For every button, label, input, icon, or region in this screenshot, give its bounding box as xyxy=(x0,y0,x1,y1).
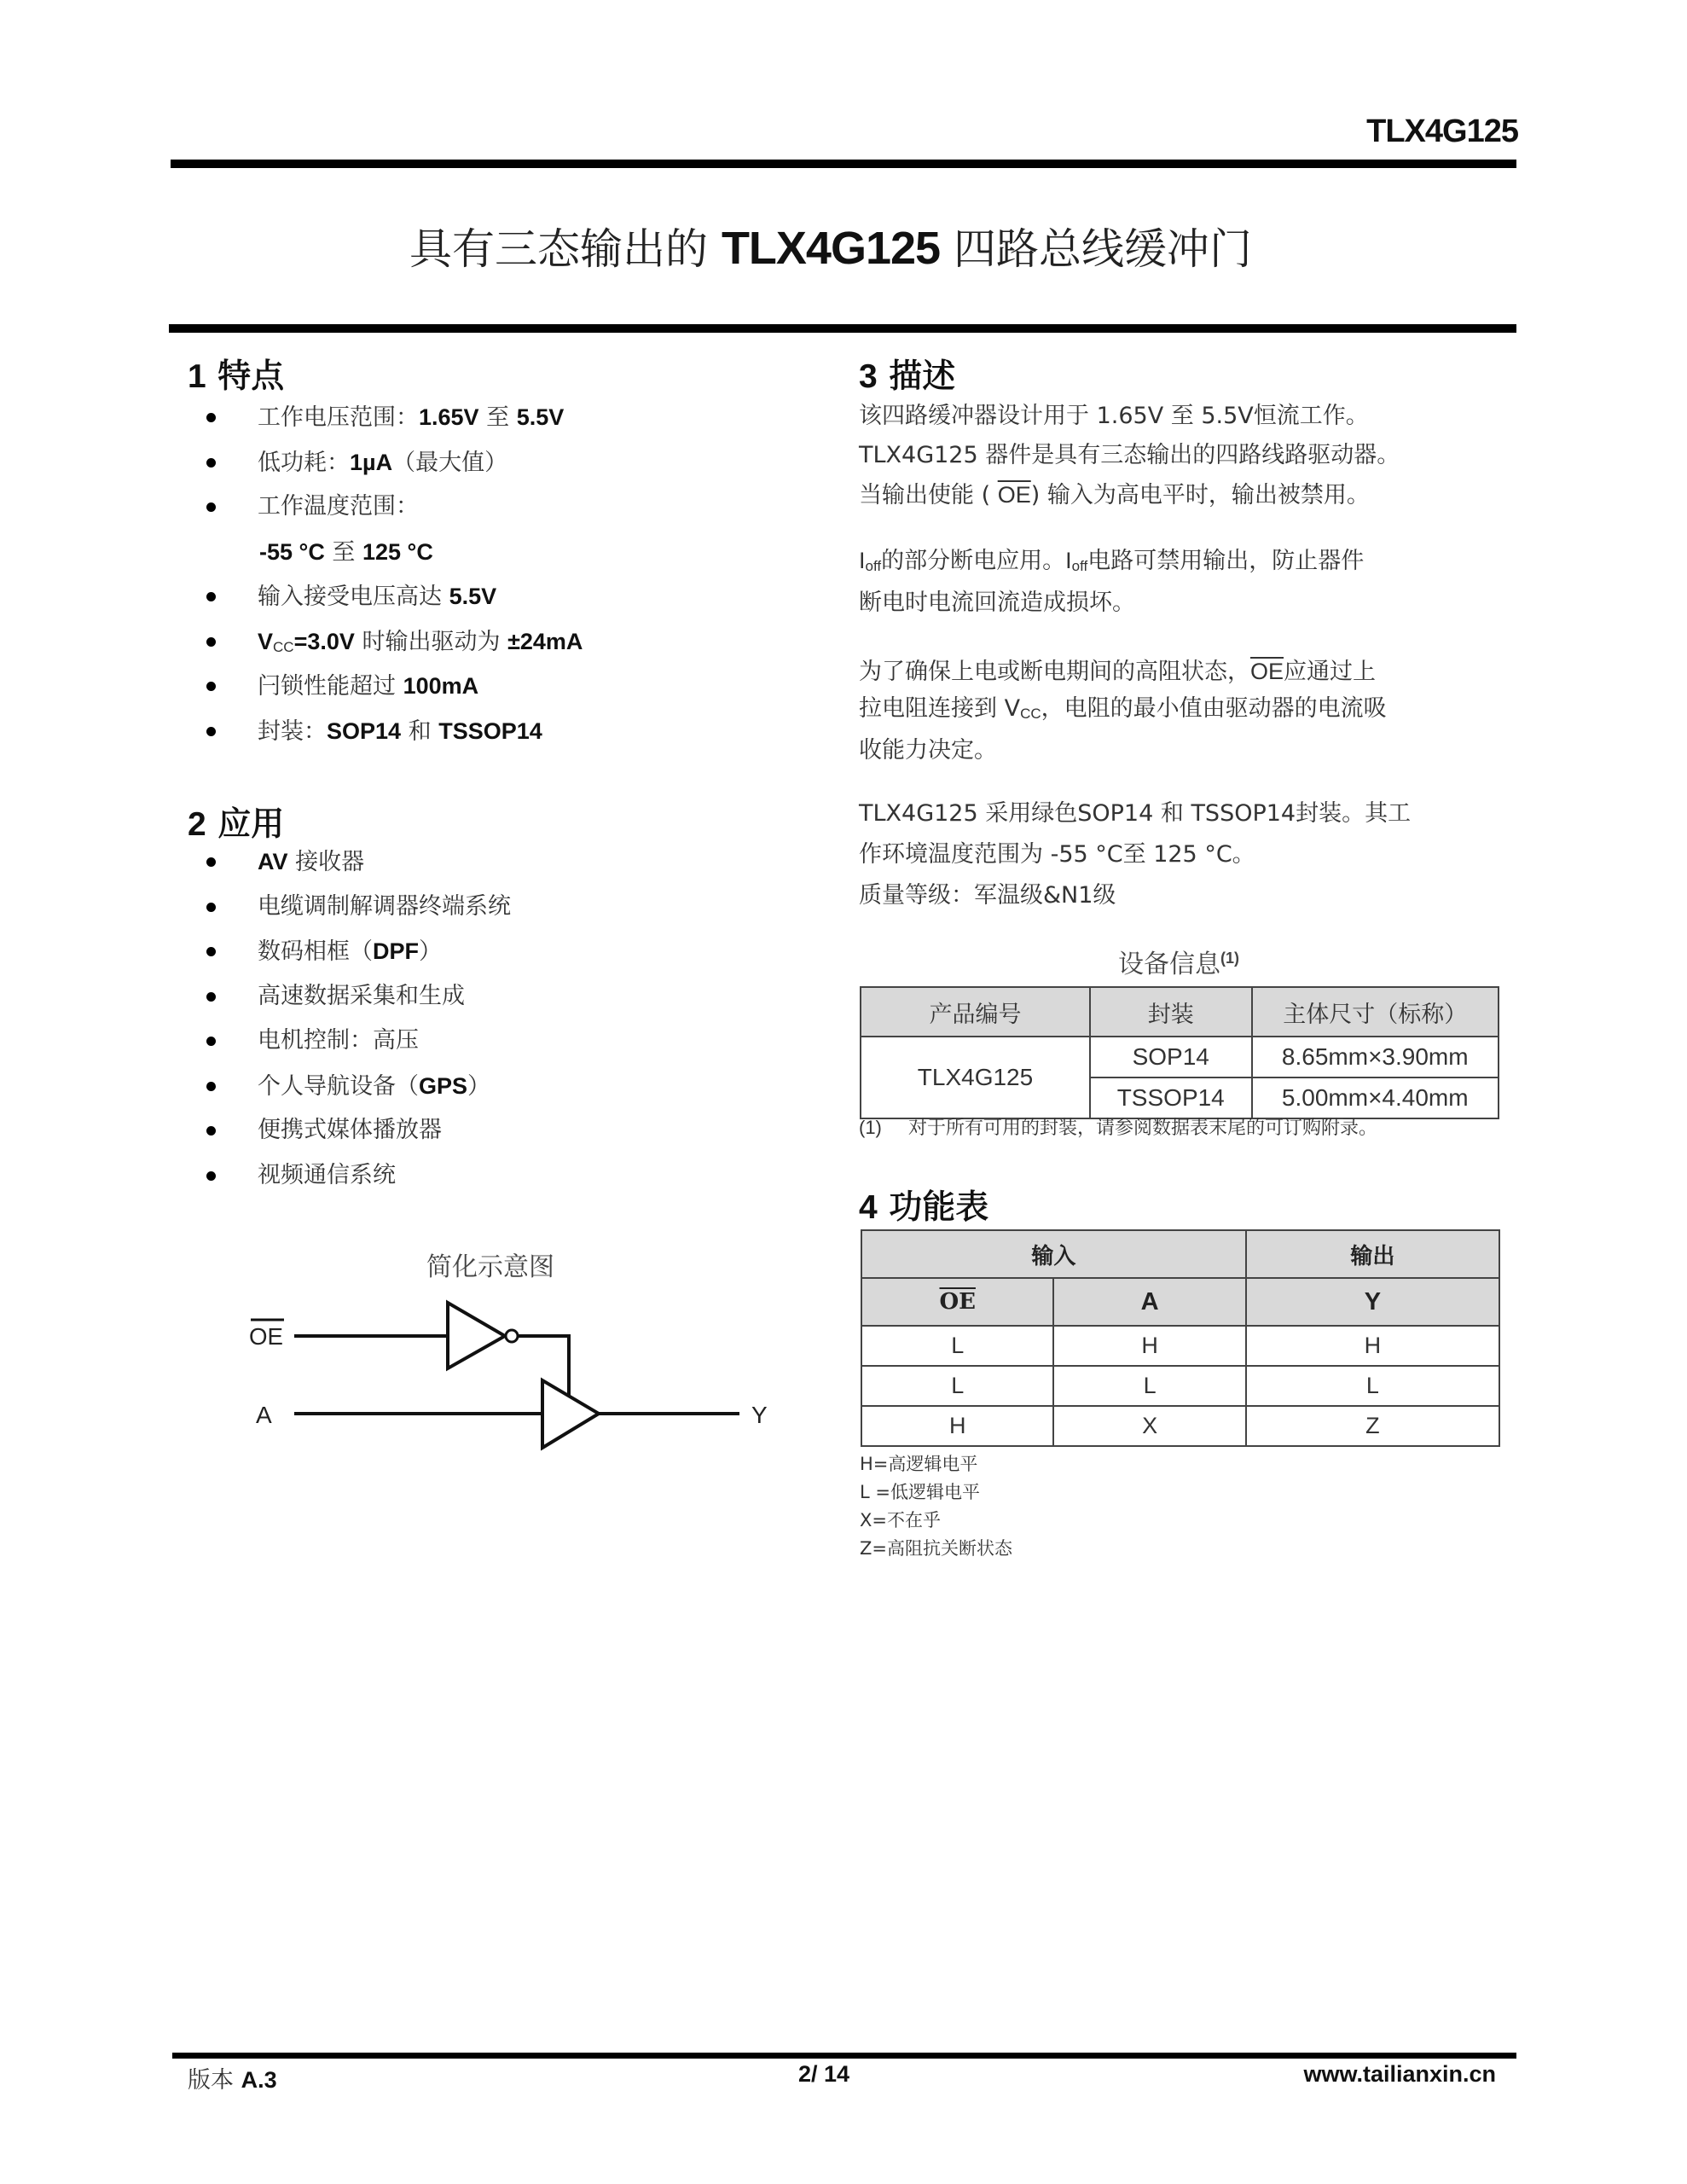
device-info-title: 设备信息 xyxy=(1118,950,1220,979)
description-paragraph-1 xyxy=(859,397,1400,515)
title-part: TLX4G125 xyxy=(721,223,941,274)
bullet-icon xyxy=(206,727,216,736)
inverter-gate-icon xyxy=(448,1303,505,1368)
y-cell: L xyxy=(1246,1366,1499,1406)
feature-value: 1.65V xyxy=(419,404,479,430)
package-cell: SOP14 xyxy=(1090,1037,1252,1077)
oe-signal: $\overline{OE}$ xyxy=(1250,659,1284,684)
description-paragraph-2 xyxy=(859,543,1364,621)
bullet-icon xyxy=(206,992,216,1002)
desc-line: 收能力决定。 xyxy=(859,737,997,764)
application-text: 电缆调制解调器终端系统 xyxy=(258,892,511,920)
feature-subscript: CC xyxy=(273,638,294,655)
desc-text: 当输出使能 ( xyxy=(859,482,998,508)
description-paragraph-4 xyxy=(859,793,1411,916)
application-item xyxy=(188,1153,511,1199)
desc-line: 断电时电流回流造成损坏。 xyxy=(859,590,1135,616)
a-cell: X xyxy=(1053,1406,1245,1446)
desc-text: 电路可禁用输出，防止器件 xyxy=(1087,548,1365,574)
label-y: Y xyxy=(751,1402,768,1428)
application-item xyxy=(188,1064,511,1109)
feature-text: （最大值） xyxy=(392,449,508,476)
note-line: L =低逻辑电平 xyxy=(860,1482,980,1502)
size-cell: 5.00mm×4.40mm xyxy=(1252,1077,1499,1118)
feature-text: 封装： xyxy=(258,717,327,745)
device-info-note-mark: (1) xyxy=(1220,950,1239,967)
footnote-text: 对于所有可用的封装，请参阅数据表末尾的可订购附录。 xyxy=(908,1118,1378,1139)
feature-value: V xyxy=(258,628,274,654)
version-label: 版本 xyxy=(188,2067,241,2094)
table-row xyxy=(861,1406,1499,1446)
applications-title: 应用 xyxy=(217,805,285,844)
desc-text: ，电阻的最小值由驱动器的电流吸 xyxy=(1041,695,1387,722)
oe-signal: $\overline{OE}$ xyxy=(939,1289,976,1315)
oe-cell: L xyxy=(861,1326,1053,1366)
bullet-icon xyxy=(206,1082,216,1091)
header-part-number: TLX4G125 xyxy=(1366,113,1518,149)
bullet-icon xyxy=(206,857,216,867)
desc-line: 作环境温度范围为 -55 °C至 125 °C。 xyxy=(859,841,1255,868)
table-row xyxy=(861,1366,1499,1406)
version-value: A.3 xyxy=(241,2067,277,2093)
diagram-title: 简化示意图 xyxy=(426,1252,554,1282)
group-input-header: 输入 xyxy=(861,1230,1246,1278)
feature-value: 5.5V xyxy=(449,584,497,609)
y-cell: H xyxy=(1246,1326,1499,1366)
desc-line: 该四路缓冲器设计用于 1.65V 至 5.5V恒流工作。 xyxy=(859,403,1369,429)
application-item xyxy=(188,885,511,930)
ioff-subscript: off xyxy=(865,558,882,574)
feature-value: 100mA xyxy=(403,673,479,699)
application-item xyxy=(188,1019,511,1064)
size-cell: 8.65mm×3.90mm xyxy=(1252,1037,1499,1077)
oe-cell: L xyxy=(861,1366,1053,1406)
bullet-icon xyxy=(206,458,216,468)
footer-website xyxy=(1303,2061,1496,2088)
desc-line: 质量等级：军温级&N1级 xyxy=(859,882,1116,909)
header-part-number-col: 产品编号 xyxy=(861,987,1090,1037)
feature-text: 工作电压范围： xyxy=(258,404,419,431)
desc-line xyxy=(859,690,1387,732)
desc-text: 应通过上 xyxy=(1284,659,1377,685)
application-text: ） xyxy=(419,938,442,965)
feature-value: TSSOP14 xyxy=(438,717,542,744)
group-output-header: 输出 xyxy=(1246,1230,1499,1278)
title-suffix: 四路总线缓冲门 xyxy=(940,224,1252,274)
vcc-subscript: CC xyxy=(1020,706,1041,722)
label-oe: OE xyxy=(249,1323,283,1350)
function-table-heading xyxy=(859,1181,988,1228)
note-line: Z=高阻抗关断状态 xyxy=(860,1538,1012,1559)
feature-text: 闩锁性能超过 xyxy=(258,673,403,700)
function-table xyxy=(861,1229,1500,1447)
note-line: H=高逻辑电平 xyxy=(860,1454,978,1474)
application-text: 便携式媒体播放器 xyxy=(258,1117,442,1143)
col-oe-header xyxy=(861,1278,1053,1326)
page-title xyxy=(0,215,1687,276)
bullet-icon xyxy=(206,637,216,647)
features-list xyxy=(188,395,583,753)
table-row xyxy=(861,1037,1499,1077)
page-number: 2/ 14 xyxy=(798,2061,850,2087)
features-heading xyxy=(188,350,284,398)
label-a: A xyxy=(256,1402,272,1428)
application-text: 个人导航设备（ xyxy=(258,1072,419,1100)
bullet-icon xyxy=(206,682,216,691)
features-number: 1 xyxy=(188,358,206,395)
application-text: 接收器 xyxy=(287,849,365,875)
simplified-schematic xyxy=(239,1288,793,1459)
inverter-bubble-icon xyxy=(506,1330,518,1342)
table-header-row xyxy=(861,1278,1499,1326)
description-heading xyxy=(859,350,955,398)
desc-text: 的部分断电应用。 xyxy=(881,548,1066,574)
ioff-subscript: off xyxy=(1071,558,1088,574)
ioff-symbol: I xyxy=(1065,548,1072,573)
desc-text: ) 输入为高电平时，输出被禁用。 xyxy=(1030,482,1370,508)
feature-value: -55 °C xyxy=(259,538,325,565)
desc-line xyxy=(859,543,1364,584)
application-item xyxy=(188,974,511,1019)
package-cell: TSSOP14 xyxy=(1090,1077,1252,1118)
part-number-cell: TLX4G125 xyxy=(861,1037,1090,1118)
feature-item xyxy=(188,709,583,754)
header-size-col: 主体尺寸（标称） xyxy=(1252,987,1499,1037)
feature-item xyxy=(188,485,583,530)
feature-item xyxy=(188,619,583,665)
description-paragraph-3 xyxy=(859,653,1387,769)
footnote-mark: (1) xyxy=(859,1117,882,1138)
application-value: DPF xyxy=(373,938,419,964)
table-header-row xyxy=(861,987,1499,1037)
application-text: 数码相框（ xyxy=(258,938,373,965)
feature-text: 低功耗： xyxy=(258,449,350,476)
application-text: 视频通信系统 xyxy=(258,1161,396,1188)
website-link[interactable]: www.tailianxin.cn xyxy=(1303,2061,1496,2087)
feature-item xyxy=(188,395,583,440)
feature-value: 125 °C xyxy=(362,538,433,565)
footer-rule xyxy=(172,2053,1516,2059)
device-info-table xyxy=(860,986,1499,1119)
desc-text: 为了确保上电或断电期间的高阻状态， xyxy=(859,659,1250,685)
bullet-icon xyxy=(206,903,216,912)
col-a-header: A xyxy=(1053,1278,1245,1326)
feature-text: 和 xyxy=(401,717,439,745)
feature-item xyxy=(188,440,583,485)
application-item xyxy=(188,1108,511,1153)
desc-text: 拉电阻连接到 V xyxy=(859,695,1021,722)
table-group-header-row xyxy=(861,1230,1499,1278)
device-info-footnote xyxy=(859,1113,1377,1140)
application-text: 电机控制：高压 xyxy=(258,1027,419,1054)
table-row xyxy=(861,1326,1499,1366)
feature-item-continuation xyxy=(188,530,583,575)
footer-version xyxy=(188,2061,277,2094)
header-package-col: 封装 xyxy=(1090,987,1252,1037)
oe-cell: H xyxy=(861,1406,1053,1446)
note-line: X=不在乎 xyxy=(860,1510,941,1531)
applications-heading xyxy=(188,798,284,845)
a-cell: L xyxy=(1053,1366,1245,1406)
application-text: ） xyxy=(467,1072,491,1100)
function-table-number: 4 xyxy=(859,1189,878,1226)
feature-value: ±24mA xyxy=(507,628,583,654)
desc-line: TLX4G125 采用绿色SOP14 和 TSSOP14封装。其工 xyxy=(859,800,1412,827)
feature-text: 至 xyxy=(324,538,362,566)
function-table-notes xyxy=(860,1450,1012,1563)
desc-line xyxy=(859,475,1400,515)
oe-signal: $\overline{OE}$ xyxy=(997,482,1031,508)
a-cell: H xyxy=(1053,1326,1245,1366)
device-info-caption xyxy=(859,943,1499,980)
title-rule xyxy=(169,324,1516,333)
applications-list xyxy=(188,839,511,1198)
header-rule xyxy=(171,160,1516,168)
ioff-symbol: I xyxy=(859,548,866,573)
desc-line: TLX4G125 器件是具有三态输出的四路线路驱动器。 xyxy=(859,442,1400,468)
bullet-icon xyxy=(206,1171,216,1181)
application-item xyxy=(188,929,511,974)
description-title: 描述 xyxy=(889,357,956,396)
desc-line xyxy=(859,653,1387,690)
application-text: 高速数据采集和生成 xyxy=(258,982,465,1009)
y-cell: Z xyxy=(1246,1406,1499,1446)
features-title: 特点 xyxy=(217,357,285,396)
feature-item xyxy=(188,574,583,619)
bullet-icon xyxy=(206,1126,216,1136)
function-table-title: 功能表 xyxy=(889,1188,989,1227)
applications-number: 2 xyxy=(188,806,206,843)
feature-text: 工作温度范围： xyxy=(258,493,419,520)
footer-page-number xyxy=(798,2061,849,2088)
feature-value: SOP14 xyxy=(327,717,402,744)
description-number: 3 xyxy=(859,358,878,395)
bullet-icon xyxy=(206,413,216,422)
bullet-icon xyxy=(206,592,216,601)
feature-text: 至 xyxy=(478,404,517,431)
feature-value: 5.5V xyxy=(516,404,565,430)
bullet-icon xyxy=(206,1037,216,1046)
feature-value: 1µA xyxy=(350,449,393,475)
feature-text: 时输出驱动为 xyxy=(354,628,508,655)
application-item xyxy=(188,839,511,885)
application-value: AV xyxy=(258,849,288,874)
title-prefix: 具有三态输出的 xyxy=(409,224,722,274)
col-y-header: Y xyxy=(1246,1278,1499,1326)
application-value: GPS xyxy=(419,1072,468,1099)
bullet-icon xyxy=(206,502,216,512)
bullet-icon xyxy=(206,947,216,956)
feature-text: 输入接受电压高达 xyxy=(258,584,449,610)
feature-item xyxy=(188,664,583,709)
feature-value: =3.0V xyxy=(293,628,355,654)
